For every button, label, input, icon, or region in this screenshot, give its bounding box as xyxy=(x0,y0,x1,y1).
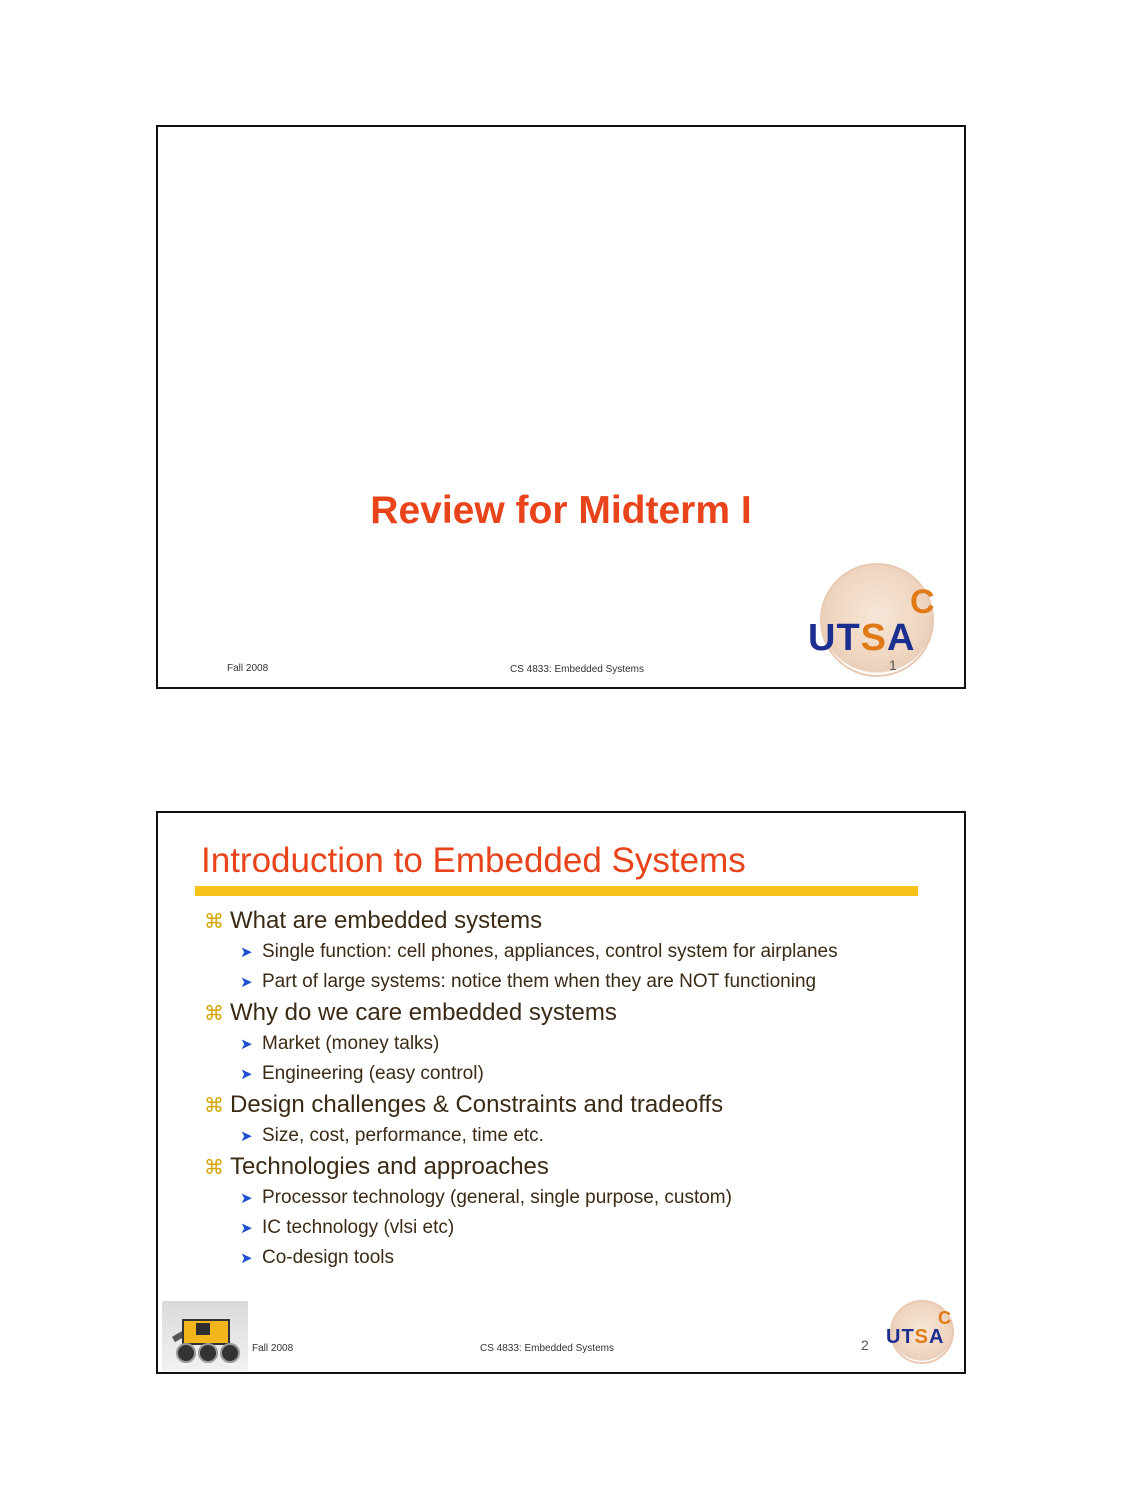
arrow-bullet-icon: ➤ xyxy=(240,1128,253,1145)
logo-wordmark: UTSA xyxy=(808,617,916,659)
sub-bullet-list xyxy=(204,937,838,997)
sub-bullet-item xyxy=(240,1183,838,1213)
sub-bullet-text: IC technology (vlsi etc) xyxy=(262,1217,455,1238)
bullet-row xyxy=(204,905,838,937)
sub-bullet-text: Part of large systems: notice them when they are NOT functioning xyxy=(262,971,817,992)
sub-bullet-item xyxy=(240,967,838,997)
bullet-item xyxy=(204,997,838,1089)
sub-bullet-item xyxy=(240,1029,838,1059)
arrow-bullet-icon: ➤ xyxy=(240,974,253,991)
sub-bullet-text: Processor technology (general, single purpose, custom) xyxy=(262,1187,732,1208)
title-underline-bar xyxy=(195,886,918,896)
command-bullet-icon: ⌘ xyxy=(204,1003,224,1025)
utsa-logo xyxy=(800,555,960,685)
command-bullet-icon: ⌘ xyxy=(204,1157,224,1179)
slide-2-footer-course: CS 4833: Embedded Systems xyxy=(480,1343,614,1354)
bullet-item xyxy=(204,905,838,997)
bullet-text: Why do we care embedded systems xyxy=(230,999,617,1026)
arrow-bullet-icon: ➤ xyxy=(240,1190,253,1207)
bullet-text: Technologies and approaches xyxy=(230,1153,549,1180)
bullet-text: Design challenges & Constraints and tradeoffs xyxy=(230,1091,724,1118)
sub-bullet-text: Size, cost, performance, time etc. xyxy=(262,1125,544,1146)
sub-bullet-item xyxy=(240,937,838,967)
arrow-bullet-icon: ➤ xyxy=(240,1066,253,1083)
sub-bullet-list xyxy=(204,1183,838,1273)
command-bullet-icon: ⌘ xyxy=(204,911,224,933)
slide-2-title: Introduction to Embedded Systems xyxy=(201,841,746,880)
bullet-row xyxy=(204,1089,838,1121)
sub-bullet-text: Co-design tools xyxy=(262,1247,395,1268)
slide-1 xyxy=(156,125,966,689)
sub-bullet-item xyxy=(240,1059,838,1089)
arrow-bullet-icon: ➤ xyxy=(240,944,253,961)
bullet-row xyxy=(204,997,838,1029)
bullet-row xyxy=(204,1151,838,1183)
slide-2 xyxy=(156,811,966,1374)
sub-bullet-text: Market (money talks) xyxy=(262,1033,440,1054)
sub-bullet-text: Single function: cell phones, appliances, control system for airplanes xyxy=(262,941,838,962)
slide-1-title: Review for Midterm I xyxy=(370,489,752,532)
arrow-bullet-icon: ➤ xyxy=(240,1036,253,1053)
sub-bullet-item xyxy=(240,1243,838,1273)
bullet-item xyxy=(204,1089,838,1151)
sub-bullet-text: Engineering (easy control) xyxy=(262,1063,484,1084)
robot-image xyxy=(162,1301,248,1371)
slide-1-page-number: 1 xyxy=(889,657,897,673)
logo-wordmark: UTSA xyxy=(886,1326,945,1348)
arrow-bullet-icon: ➤ xyxy=(240,1220,253,1237)
slide-1-footer-date: Fall 2008 xyxy=(227,663,269,674)
bullet-text: What are embedded systems xyxy=(230,907,543,934)
sub-bullet-list xyxy=(204,1029,838,1089)
utsa-logo-small xyxy=(880,1296,962,1366)
slide-1-footer-course: CS 4833: Embedded Systems xyxy=(510,664,644,675)
sub-bullet-list xyxy=(204,1121,838,1151)
bullet-item xyxy=(204,1151,838,1273)
bullet-list xyxy=(204,905,838,1273)
sub-bullet-item xyxy=(240,1121,838,1151)
command-bullet-icon: ⌘ xyxy=(204,1095,224,1117)
logo-c-mark: C xyxy=(938,1308,951,1328)
slide-2-page-number: 2 xyxy=(861,1337,869,1353)
sub-bullet-item xyxy=(240,1213,838,1243)
arrow-bullet-icon: ➤ xyxy=(240,1250,253,1267)
slide-2-footer-date: Fall 2008 xyxy=(252,1343,294,1354)
logo-c-mark: C xyxy=(910,583,935,621)
